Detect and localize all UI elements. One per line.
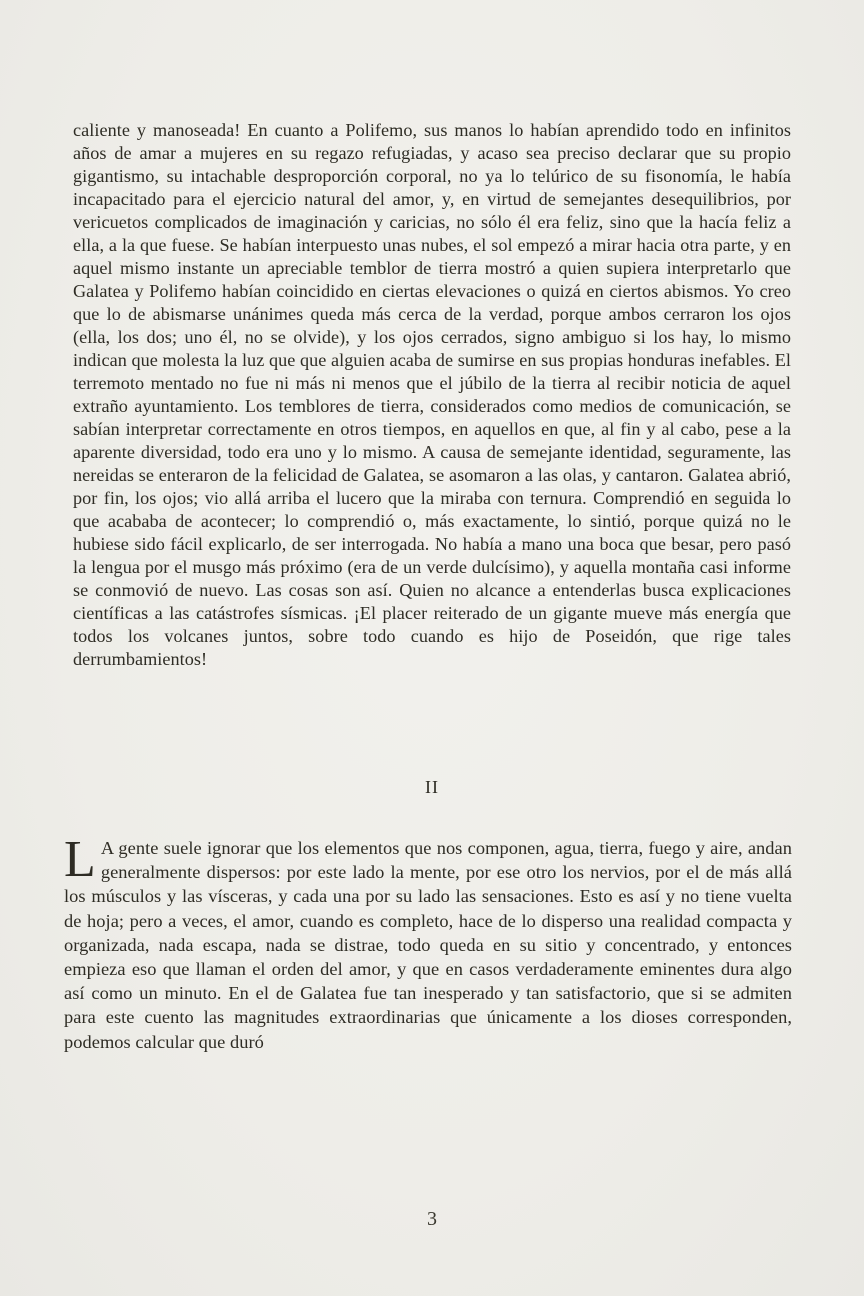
- section-number: II: [425, 777, 439, 797]
- drop-cap-letter: L: [64, 831, 96, 888]
- page-number: 3: [427, 1208, 437, 1230]
- body-paragraph-opening: [64, 831, 792, 1054]
- body-paragraph-continuation: caliente y manoseada! En cuanto a Polifemo, sus manos lo habían aprendido todo en infinitos años de amar a mujeres en su regazo refugiadas, y acaso sea preciso declarar que su propio gigantismo, su intachable desproporción corporal, no ya lo telúrico de su fisonomía, le había incapacitado para el ejercicio natural del amor, y, en virtud de semejantes desequilibrios, por vericuetos complicados de imaginación y caricias, no sólo él era feliz, sino que la hacía feliz a ella, a la que fuese. Se habían interpuesto unas nubes, el sol empezó a mirar hacia otra parte, y en aquel mismo instante un apreciable temblor de tierra mostró a quien supiera interpretarlo que Galatea y Polifemo habían coincidido en ciertas elevaciones o quizá en ciertos abismos. Yo creo que lo de abismarse unánimes queda más cerca de la verdad, porque ambos cerraron los ojos (ella, los dos; uno él, no se olvide), y los ojos cerrados, signo ambiguo si los hay, lo mismo indican que molesta la luz que que alguien acaba de sumirse en sus propias honduras inefables. El terremoto mentado no fue ni más ni menos que el júbilo de la tierra al recibir noticia de aquel extraño ayuntamiento. Los temblores de tierra, considerados como medios de comunicación, se sabían interpretar correctamente en otros tiempos, en aquellos en que, al fin y al cabo, pese a la aparente diversidad, todo era uno y lo mismo. A causa de semejante identidad, seguramente, las nereidas se enteraron de la felicidad de Galatea, se asomaron a las olas, y cantaron. Galatea abrió, por fin, los ojos; vio allá arriba el lucero que la miraba con ternura. Comprendió en seguida lo que acababa de acontecer; lo comprendió o, más exactamente, lo sintió, porque quizá no le hubiese sido fácil explicarlo, de ser interrogada. No había a mano una boca que besar, pero pasó la lengua por el musgo más próximo (era de un verde dulcísimo), y aquella montaña casi informe se conmovió de nuevo. Las cosas son así. Quien no alcance a entenderlas busca explicaciones científicas a las catástrofes sísmicas. ¡El placer reiterado de un gigante mueve más energía que todos los volcanes juntos, sobre todo cuando es hijo de Poseidón, que rige tales derrumbamientos!: [73, 120, 791, 669]
- opening-paragraph-text: A gente suele ignorar que los elementos que nos componen, agua, tierra, fuego y aire, andan generalmente dispersos: por este lado la mente, por ese otro los nervios, por el de más allá los músculos y las vísceras, y cada una por su lado las sensaciones. Esto es así y no tiene vuelta de hoja; pero a veces, el amor, cuando es completo, hace de lo disperso una realidad compacta y organizada, nada escapa, nada se distrae, todo queda en su sitio y concentrado, y entonces empieza eso que llaman el orden del amor, y que en casos verdaderamente eminentes dura algo así como un minuto. En el de Galatea fue tan inesperado y tan satisfactorio, que si se admiten para este cuento las magnitudes extraordinarias que únicamente a los dioses corresponden, podemos calcular que duró: [64, 838, 792, 1052]
